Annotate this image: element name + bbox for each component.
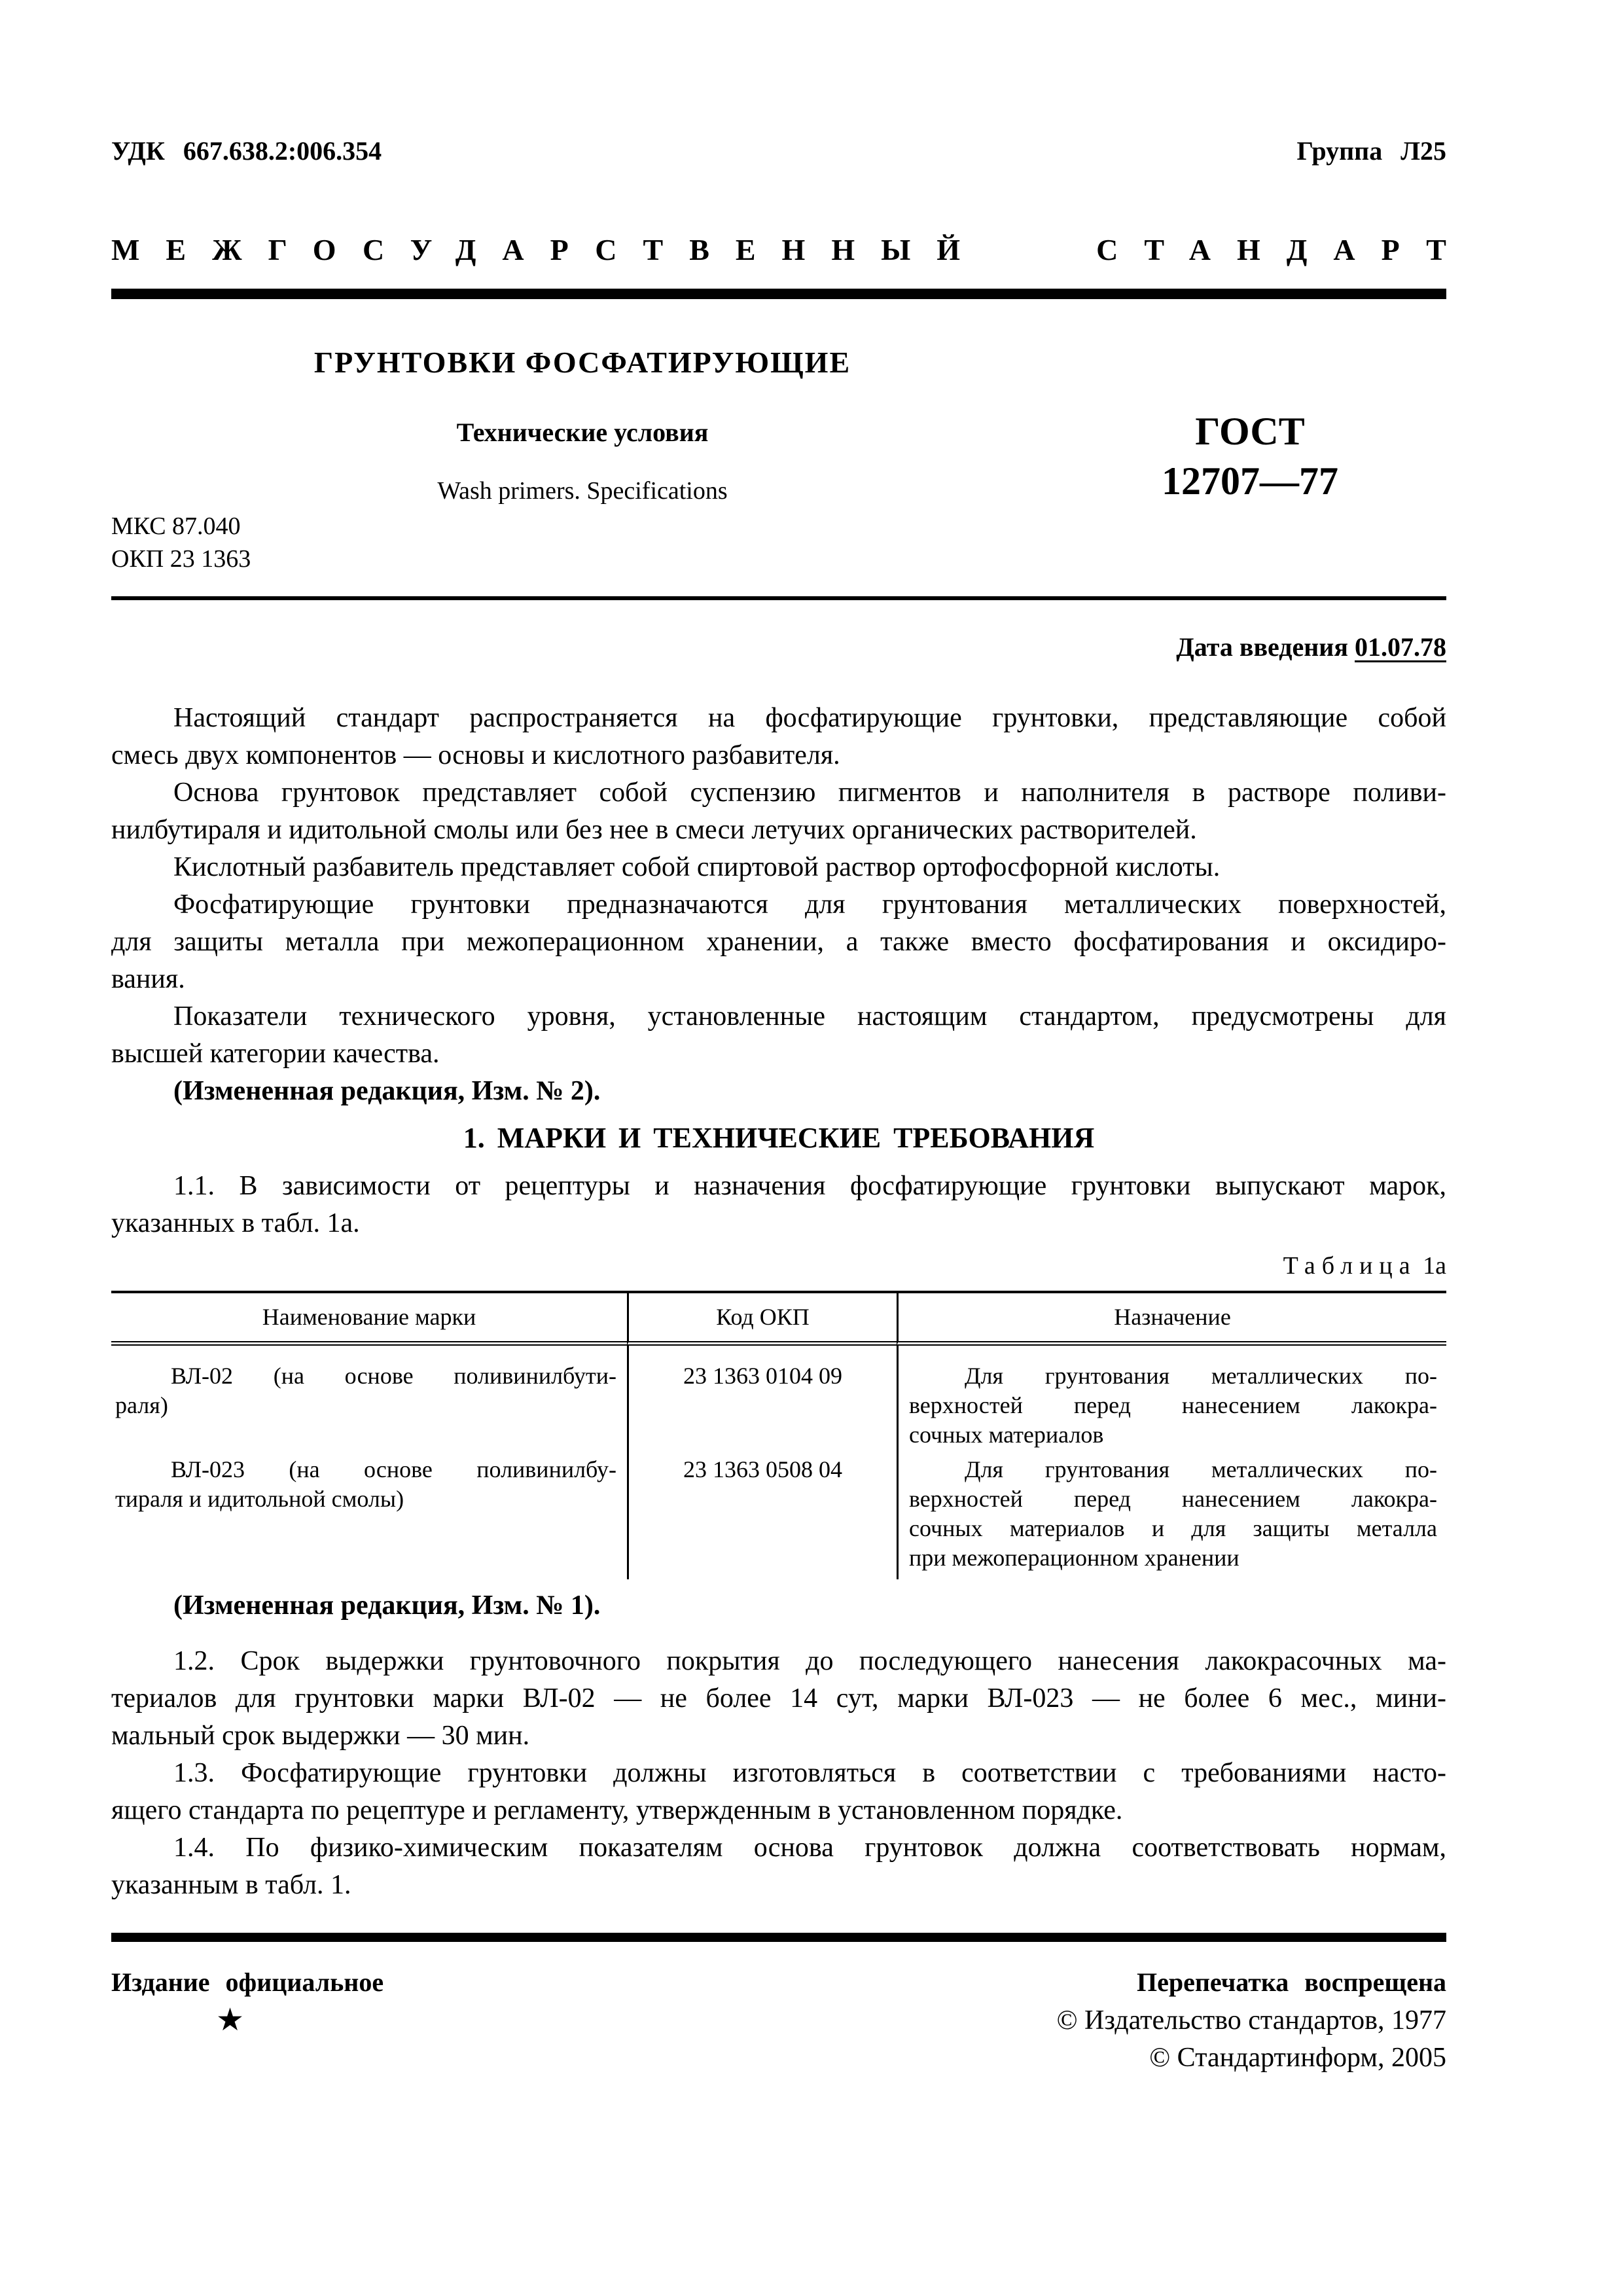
column-header-mark-name: Наименование марки <box>111 1293 627 1346</box>
column-header-okp-code: Код ОКП <box>627 1293 897 1346</box>
section-1-heading: 1. МАРКИ И ТЕХНИЧЕСКИЕ ТРЕБОВАНИЯ <box>463 1122 1095 1154</box>
document-subtitle-english: Wash primers. Specifications <box>437 477 728 505</box>
intro-paragraph-4 <box>111 886 1446 998</box>
okp-code: ОКП 23 1363 <box>111 545 251 573</box>
table-1a <box>111 1291 1446 1579</box>
text-line: Для грунтования металлических по- <box>965 1456 1437 1482</box>
table-row <box>111 1451 1446 1579</box>
group-code: Группа Л25 <box>1296 136 1446 166</box>
cell-purpose <box>897 1451 1446 1579</box>
cell-purpose <box>897 1346 1446 1451</box>
title-divider-line <box>111 596 1446 600</box>
udk-code: УДК 667.638.2:006.354 <box>111 136 382 166</box>
text-line: вания. <box>111 964 185 994</box>
gost-designation-block <box>1054 299 1446 506</box>
document-subtitle: Технические условия <box>456 418 709 447</box>
cell-mark-name <box>111 1346 627 1451</box>
standard-word-2: СТАНДАРТ <box>1096 233 1472 266</box>
footer-bottom-row <box>111 2002 1446 2077</box>
intro-paragraph-1 <box>111 700 1446 774</box>
text-line: указанных в табл. 1а. <box>111 1208 360 1238</box>
text-line: Кислотный разбавитель представляет собой спиртовой раствор ортофосфорной кислоты. <box>173 852 1221 882</box>
text-line: Показатели технического уровня, установленные настоящим стандартом, предусмотрены для <box>173 1001 1446 1031</box>
text-line: верхностей перед нанесением лакокра- <box>909 1392 1437 1418</box>
table-label-word: Таблица <box>1283 1252 1417 1280</box>
text-line: для защиты металла при межоперационном хранении, а также вместо фосфатирования и оксидиро- <box>111 927 1446 957</box>
paragraph-1-1 <box>111 1168 1446 1242</box>
header-divider-bar <box>111 289 1446 299</box>
introduction-date-value: 01.07.78 <box>1355 632 1446 662</box>
title-column <box>111 299 1054 506</box>
text-line: указанным в табл. 1. <box>111 1870 351 1900</box>
text-line: 1.4. По физико-химическим показателям основа грунтовок должна соответствовать нормам, <box>173 1833 1446 1863</box>
document-title: ГРУНТОВКИ ФОСФАТИРУЮЩИЕ <box>313 346 851 379</box>
intro-paragraph-5 <box>111 998 1446 1073</box>
gost-number: 12707—77 <box>1162 459 1338 503</box>
text-line: сочных материалов и для защиты металла <box>909 1515 1437 1541</box>
standard-type-title <box>111 231 1472 269</box>
text-line: Фосфатирующие грунтовки предназначаются для грунтования металлических поверхностей, <box>173 889 1446 920</box>
text-line: ВЛ-023 (на основе поливинилбу- <box>171 1456 616 1482</box>
table-1a-label <box>111 1250 1446 1282</box>
intro-paragraph-3 <box>111 849 1446 886</box>
amendment-note-2 <box>111 1073 1446 1110</box>
standard-word-1: МЕЖГОСУДАРСТВЕННЫЙ <box>111 233 987 266</box>
text-line: раля) <box>115 1392 168 1418</box>
column-header-purpose: Назначение <box>897 1293 1446 1346</box>
text-line: тираля и идитольной смолы) <box>115 1486 404 1512</box>
official-edition-label: Издание официальное <box>111 1967 384 1997</box>
classification-codes <box>111 510 1446 575</box>
text-line: при межоперационном хранении <box>909 1545 1240 1571</box>
text-line: © Издательство стандартов, 1977 <box>1056 2005 1446 2036</box>
introduction-date-label: Дата введения <box>1176 632 1348 662</box>
text-line: 1.1. В зависимости от рецептуры и назначения фосфатирующие грунтовки выпускают марок, <box>173 1171 1446 1201</box>
copyright-block <box>1057 2002 1446 2077</box>
table-header-row <box>111 1293 1446 1346</box>
text-line: © Стандартинформ, 2005 <box>1149 2043 1446 2073</box>
star-icon: ★ <box>216 2003 245 2037</box>
paragraph-1-3 <box>111 1755 1446 1829</box>
text-line: (Измененная редакция, Изм. № 2). <box>173 1076 601 1106</box>
text-line: 1.3. Фосфатирующие грунтовки должны изготовляться в соответствии с требованиями насто- <box>173 1758 1446 1788</box>
intro-paragraph-2 <box>111 774 1446 849</box>
cell-okp-code: 23 1363 0508 04 <box>627 1451 897 1579</box>
footer-notices-row <box>111 1965 1446 2000</box>
text-line: сочных материалов <box>909 1422 1104 1448</box>
table-row <box>111 1346 1446 1451</box>
text-line: Основа грунтовок представляет собой суспензию пигментов и наполнителя в растворе поливи- <box>173 778 1446 808</box>
text-line: ящего стандарта по рецептуре и регламенту, утвержденным в установленном порядке. <box>111 1795 1123 1825</box>
text-line: нилбутираля и идитольной смолы или без нее в смеси летучих органических растворителей. <box>111 815 1197 845</box>
top-codes-row <box>111 0 1446 168</box>
text-line: высшей категории качества. <box>111 1039 440 1069</box>
text-line: верхностей перед нанесением лакокра- <box>909 1486 1437 1512</box>
paragraph-1-2 <box>111 1643 1446 1755</box>
cell-okp-code: 23 1363 0104 09 <box>627 1346 897 1451</box>
footer-divider-bar <box>111 1933 1446 1942</box>
text-line: (Измененная редакция, Изм. № 1). <box>173 1590 601 1621</box>
text-line: смесь двух компонентов — основы и кислотного разбавителя. <box>111 740 840 770</box>
text-line: мальный срок выдержки — 30 мин. <box>111 1721 530 1751</box>
title-block <box>111 299 1446 506</box>
text-line: Настоящий стандарт распространяется на фосфатирующие грунтовки, представляющие собой <box>173 703 1446 733</box>
reprint-prohibited-label: Перепечатка воспрещена <box>1137 1967 1446 1997</box>
text-line: ВЛ-02 (на основе поливинилбути- <box>171 1363 616 1389</box>
paragraph-1-4 <box>111 1829 1446 1904</box>
mks-code: МКС 87.040 <box>111 512 241 540</box>
intro-section <box>111 700 1446 1110</box>
introduction-date <box>111 630 1446 664</box>
cell-mark-name <box>111 1451 627 1579</box>
amendment-note-1 <box>111 1587 1446 1624</box>
table-label-number: 1а <box>1423 1252 1446 1280</box>
gost-label: ГОСТ <box>1195 410 1305 453</box>
text-line: териалов для грунтовки марки ВЛ-02 — не более 14 сут, марки ВЛ-023 — не более 6 мес., мини- <box>111 1683 1446 1713</box>
text-line: 1.2. Срок выдержки грунтовочного покрытия до последующего нанесения лакокрасочных ма- <box>173 1646 1446 1676</box>
text-line: Для грунтования металлических по- <box>965 1363 1437 1389</box>
